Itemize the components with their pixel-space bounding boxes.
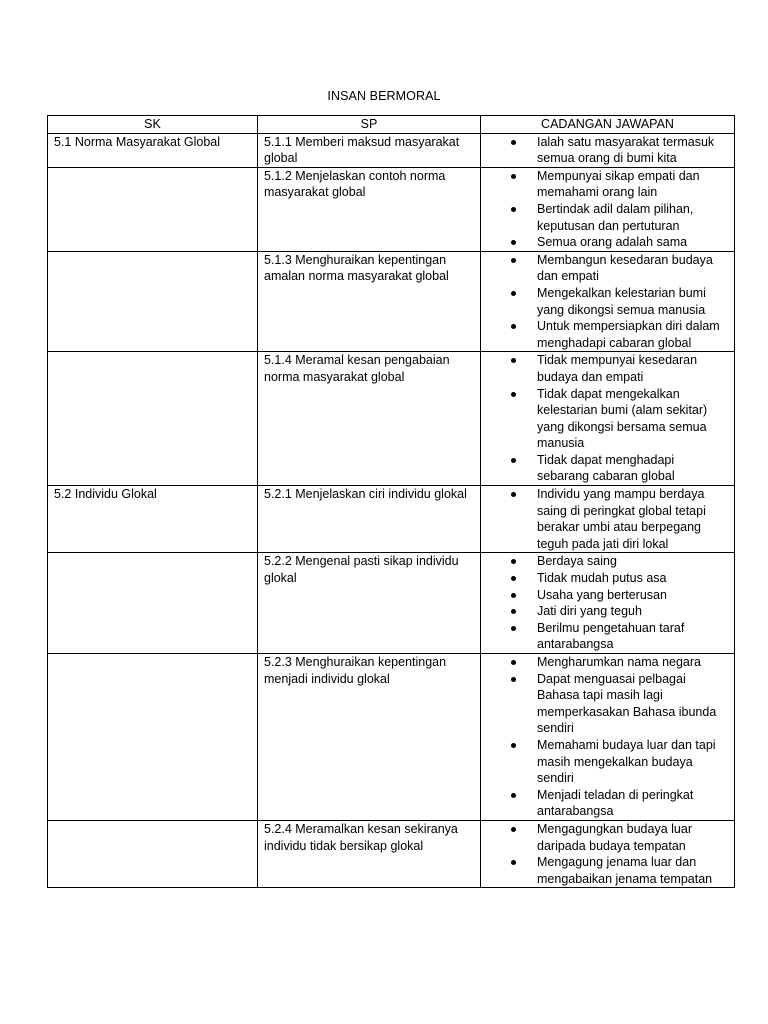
- table-row: [48, 167, 735, 251]
- sk-cell: [48, 654, 258, 821]
- answer-item: Untuk mempersiapkan diri dalam menghadapi cabaran global: [537, 318, 728, 351]
- answer-cell: [481, 167, 735, 251]
- header-sp: SP: [258, 116, 481, 134]
- answer-item: Menjadi teladan di peringkat antarabangsa: [537, 787, 728, 820]
- header-cadangan-jawapan: CADANGAN JAWAPAN: [481, 116, 735, 134]
- answer-item: Mengharumkan nama negara: [537, 654, 728, 671]
- sp-cell: 5.1.2 Menjelaskan contoh norma masyarakat global: [258, 167, 481, 251]
- table-row: [48, 352, 735, 486]
- answer-cell: [481, 820, 735, 887]
- answer-cell: [481, 486, 735, 553]
- sp-cell: 5.2.1 Menjelaskan ciri individu glokal: [258, 486, 481, 553]
- sp-cell: 5.1.1 Memberi maksud masyarakat global: [258, 133, 481, 167]
- sp-cell: 5.2.4 Meramalkan kesan sekiranya individu tidak bersikap glokal: [258, 820, 481, 887]
- sp-cell: 5.1.4 Meramal kesan pengabaian norma masyarakat global: [258, 352, 481, 486]
- answer-item: Tidak dapat mengekalkan kelestarian bumi (alam sekitar) yang dikongsi bersama semua manusia: [537, 386, 728, 452]
- answer-cell: [481, 352, 735, 486]
- answer-list: [487, 352, 728, 485]
- table-row: [48, 133, 735, 167]
- table-row: [48, 251, 735, 352]
- insan-bermoral-table: [47, 115, 735, 888]
- answer-item: Semua orang adalah sama: [537, 234, 728, 251]
- sp-cell: 5.2.3 Menghuraikan kepentingan menjadi individu glokal: [258, 654, 481, 821]
- sk-cell: 5.1 Norma Masyarakat Global: [48, 133, 258, 167]
- answer-cell: [481, 553, 735, 654]
- table-header-row: [48, 116, 735, 134]
- answer-item: Jati diri yang teguh: [537, 603, 728, 620]
- answer-item: Mempunyai sikap empati dan memahami orang lain: [537, 168, 728, 201]
- answer-item: Tidak mempunyai kesedaran budaya dan empati: [537, 352, 728, 385]
- answer-item: Berdaya saing: [537, 553, 728, 570]
- answer-list: [487, 553, 728, 653]
- answer-cell: [481, 251, 735, 352]
- sk-cell: 5.2 Individu Glokal: [48, 486, 258, 553]
- answer-item: Dapat menguasai pelbagai Bahasa tapi masih lagi memperkasakan Bahasa ibunda sendiri: [537, 671, 728, 737]
- sp-cell: 5.2.2 Mengenal pasti sikap individu glokal: [258, 553, 481, 654]
- answer-list: [487, 486, 728, 552]
- answer-item: Memahami budaya luar dan tapi masih mengekalkan budaya sendiri: [537, 737, 728, 787]
- answer-item: Membangun kesedaran budaya dan empati: [537, 252, 728, 285]
- sp-cell: 5.1.3 Menghuraikan kepentingan amalan norma masyarakat global: [258, 251, 481, 352]
- answer-list: [487, 821, 728, 887]
- table-row: [48, 654, 735, 821]
- answer-item: Individu yang mampu berdaya saing di peringkat global tetapi berakar umbi atau berpegang teguh pada jati diri lokal: [537, 486, 728, 552]
- sk-cell: [48, 352, 258, 486]
- sk-cell: [48, 820, 258, 887]
- header-sk: SK: [48, 116, 258, 134]
- answer-item: Mengekalkan kelestarian bumi yang dikongsi semua manusia: [537, 285, 728, 318]
- sk-cell: [48, 167, 258, 251]
- sk-cell: [48, 553, 258, 654]
- answer-cell: [481, 654, 735, 821]
- answer-list: [487, 252, 728, 352]
- answer-item: Ialah satu masyarakat termasuk semua orang di bumi kita: [537, 134, 728, 167]
- answer-item: Tidak dapat menghadapi sebarang cabaran global: [537, 452, 728, 485]
- answer-list: [487, 168, 728, 251]
- answer-item: Tidak mudah putus asa: [537, 570, 728, 587]
- answer-list: [487, 654, 728, 820]
- answer-item: Mengagung jenama luar dan mengabaikan jenama tempatan: [537, 854, 728, 887]
- answer-list: [487, 134, 728, 167]
- table-row: [48, 486, 735, 553]
- answer-item: Usaha yang berterusan: [537, 587, 728, 604]
- table-row: [48, 553, 735, 654]
- answer-item: Bertindak adil dalam pilihan, keputusan dan pertuturan: [537, 201, 728, 234]
- answer-item: Berilmu pengetahuan taraf antarabangsa: [537, 620, 728, 653]
- answer-cell: [481, 133, 735, 167]
- sk-cell: [48, 251, 258, 352]
- document-title: INSAN BERMORAL: [327, 89, 441, 103]
- table-row: [48, 820, 735, 887]
- answer-item: Mengagungkan budaya luar daripada budaya tempatan: [537, 821, 728, 854]
